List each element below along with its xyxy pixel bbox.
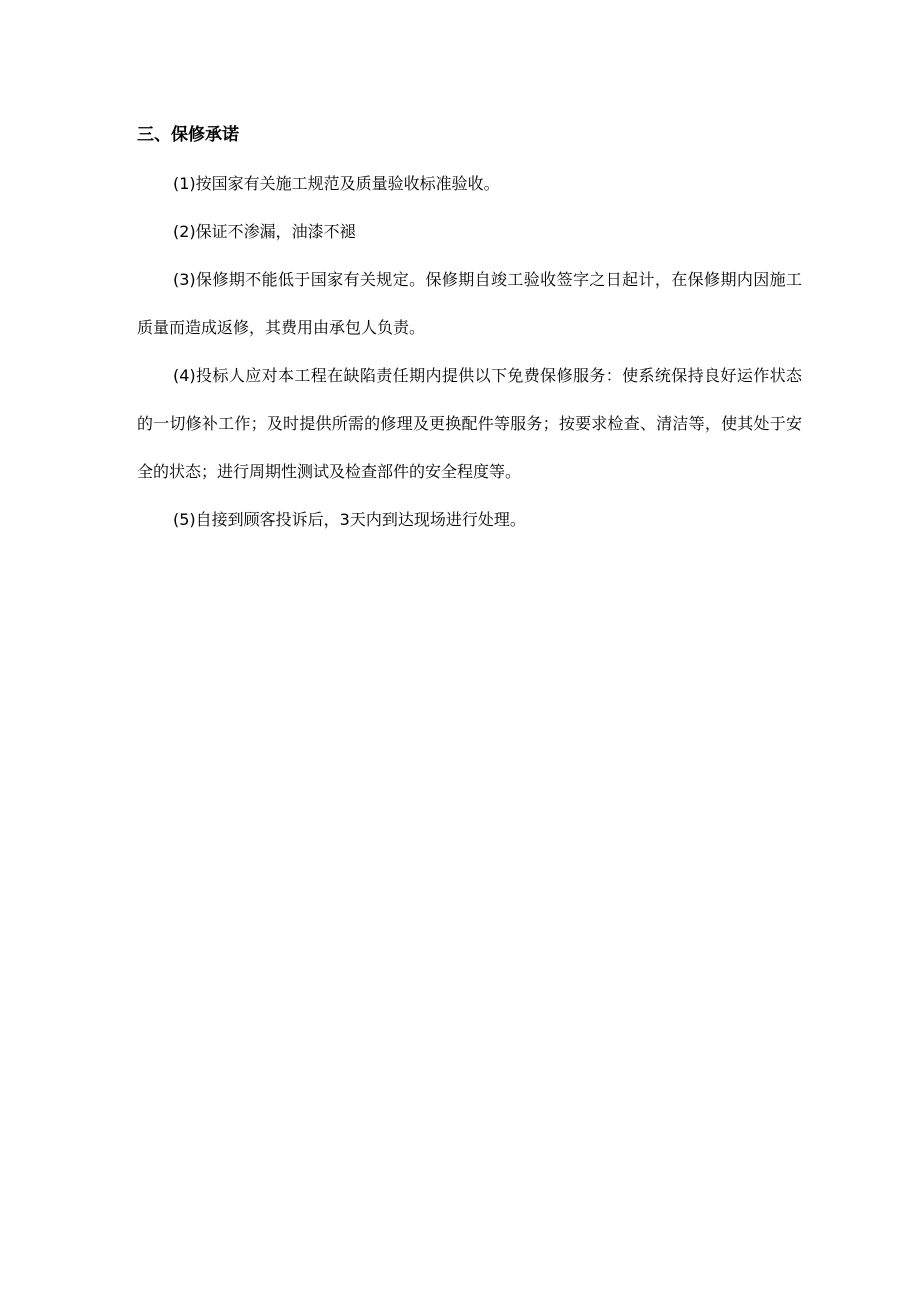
warranty-section <box>137 122 802 544</box>
paragraph-1: (1)按国家有关施工规范及质量验收标准验收。 <box>173 174 500 193</box>
section-heading: 三、保修承诺 <box>137 125 239 145</box>
paragraph-3: (3)保修期不能低于国家有关规定。保修期自竣工验收签字之日起计，在保修期内因施工质量而造成返修，其费用由承包人负责。 <box>137 270 802 337</box>
paragraph-2: (2)保证不渗漏，油漆不褪 <box>173 222 356 241</box>
paragraph-5: (5)自接到顾客投诉后，3天内到达现场进行处理。 <box>173 510 526 529</box>
paragraph-4: (4)投标人应对本工程在缺陷责任期内提供以下免费保修服务：使系统保持良好运作状态的一切修补工作；及时提供所需的修理及更换配件等服务；按要求检查、清洁等，使其处于安全的状态；进行周期性测试及检查部件的安全程度等。 <box>137 366 802 481</box>
